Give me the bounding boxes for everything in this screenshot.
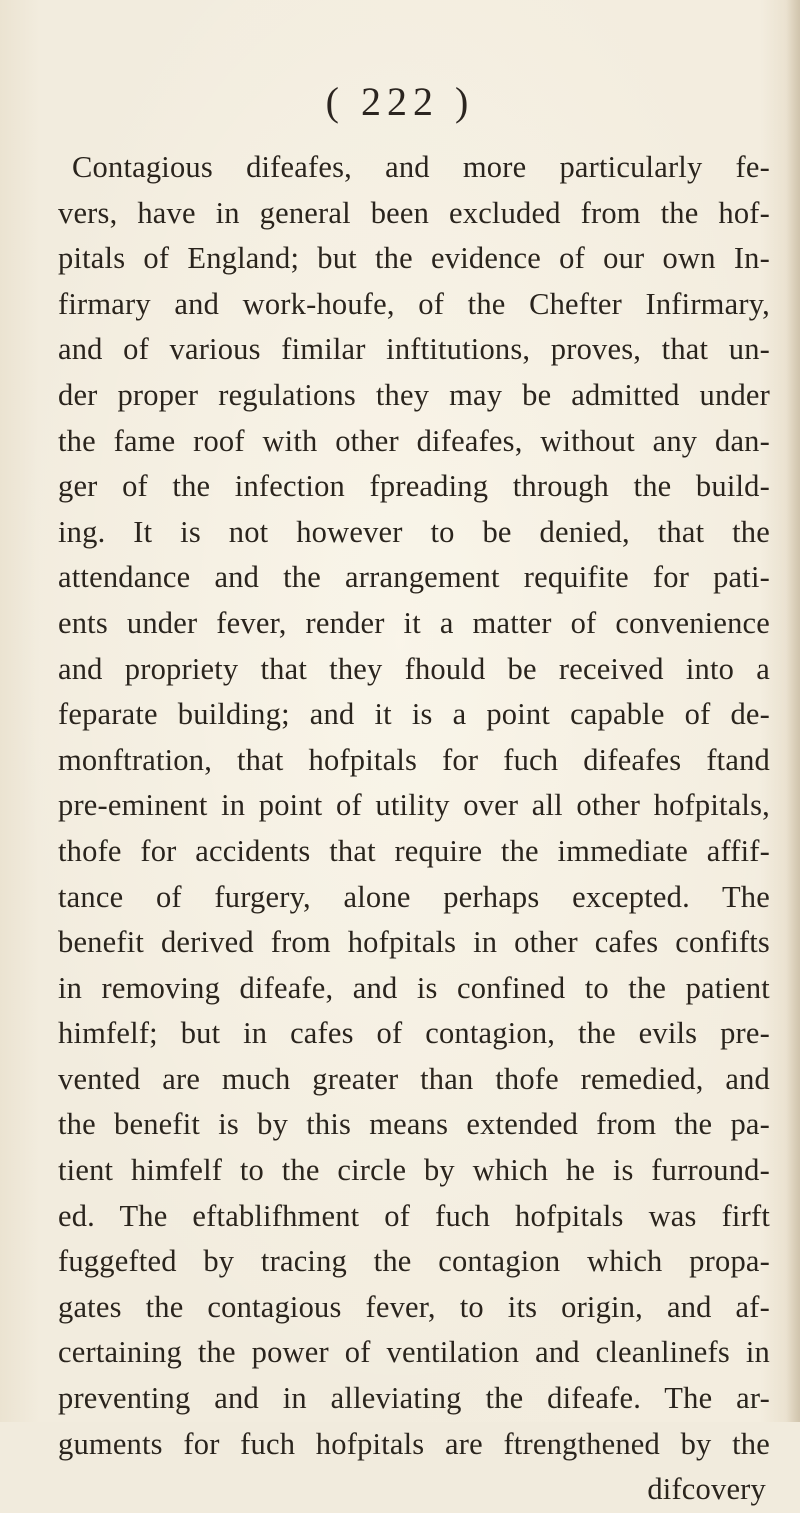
text-line: the fame roof with other difeafes, without any dan- — [58, 423, 770, 458]
text-line: in removing difeafe, and is confined to the patient — [58, 970, 770, 1005]
text-line: attendance and the arrangement requifite for pati- — [58, 560, 770, 595]
text-line: tient himfelf to the circle by which he is furround- — [58, 1153, 770, 1188]
text-line: thofe for accidents that require the immediate affif- — [58, 833, 770, 868]
text-line: ents under fever, render it a matter of convenience — [58, 605, 770, 640]
catchword: difcovery — [647, 1472, 766, 1507]
text-line: the benefit is by this means extended from the pa- — [58, 1107, 770, 1142]
text-line: ger of the infection fpreading through the build- — [58, 469, 770, 504]
text-line: and of various fimilar inftitutions, proves, that un- — [58, 332, 770, 367]
text-line: benefit derived from hofpitals in other cafes confifts — [58, 925, 770, 960]
body-text — [58, 145, 770, 1513]
page-edge-shadow — [786, 0, 800, 1422]
text-line: Contagious difeafes, and more particularly fe- — [72, 150, 770, 184]
text-line: preventing and in alleviating the difeafe. The ar- — [58, 1381, 770, 1416]
page-number: ( 222 ) — [325, 79, 475, 124]
text-line: pitals of England; but the evidence of our own In- — [58, 241, 770, 276]
text-line: ed. The eftablifhment of fuch hofpitals was firft — [58, 1198, 770, 1233]
text-line: feparate building; and it is a point capable of de- — [58, 697, 770, 732]
text-line: firmary and work-houfe, of the Chefter Infirmary, — [58, 286, 770, 321]
text-line: der proper regulations they may be admitted under — [58, 377, 770, 412]
text-line: fuggefted by tracing the contagion which propa- — [58, 1244, 770, 1279]
text-line: pre-eminent in point of utility over all other hofpitals, — [58, 788, 770, 823]
text-line: guments for fuch hofpitals are ftrengthened by the — [58, 1426, 770, 1461]
text-line: tance of furgery, alone perhaps excepted. The — [58, 879, 770, 914]
text-line: certaining the power of ventilation and cleanlinefs in — [58, 1335, 770, 1370]
text-line: vented are much greater than thofe remedied, and — [58, 1061, 770, 1096]
text-line: gates the contagious fever, to its origin, and af- — [58, 1289, 770, 1324]
text-line: himfelf; but in cafes of contagion, the evils pre- — [58, 1016, 770, 1051]
text-line: ing. It is not however to be denied, that the — [58, 514, 770, 549]
text-line: monftration, that hofpitals for fuch difeafes ftand — [58, 742, 770, 777]
text-line: vers, have in general been excluded from the hof- — [58, 195, 770, 230]
text-line: and propriety that they fhould be received into a — [58, 651, 770, 686]
